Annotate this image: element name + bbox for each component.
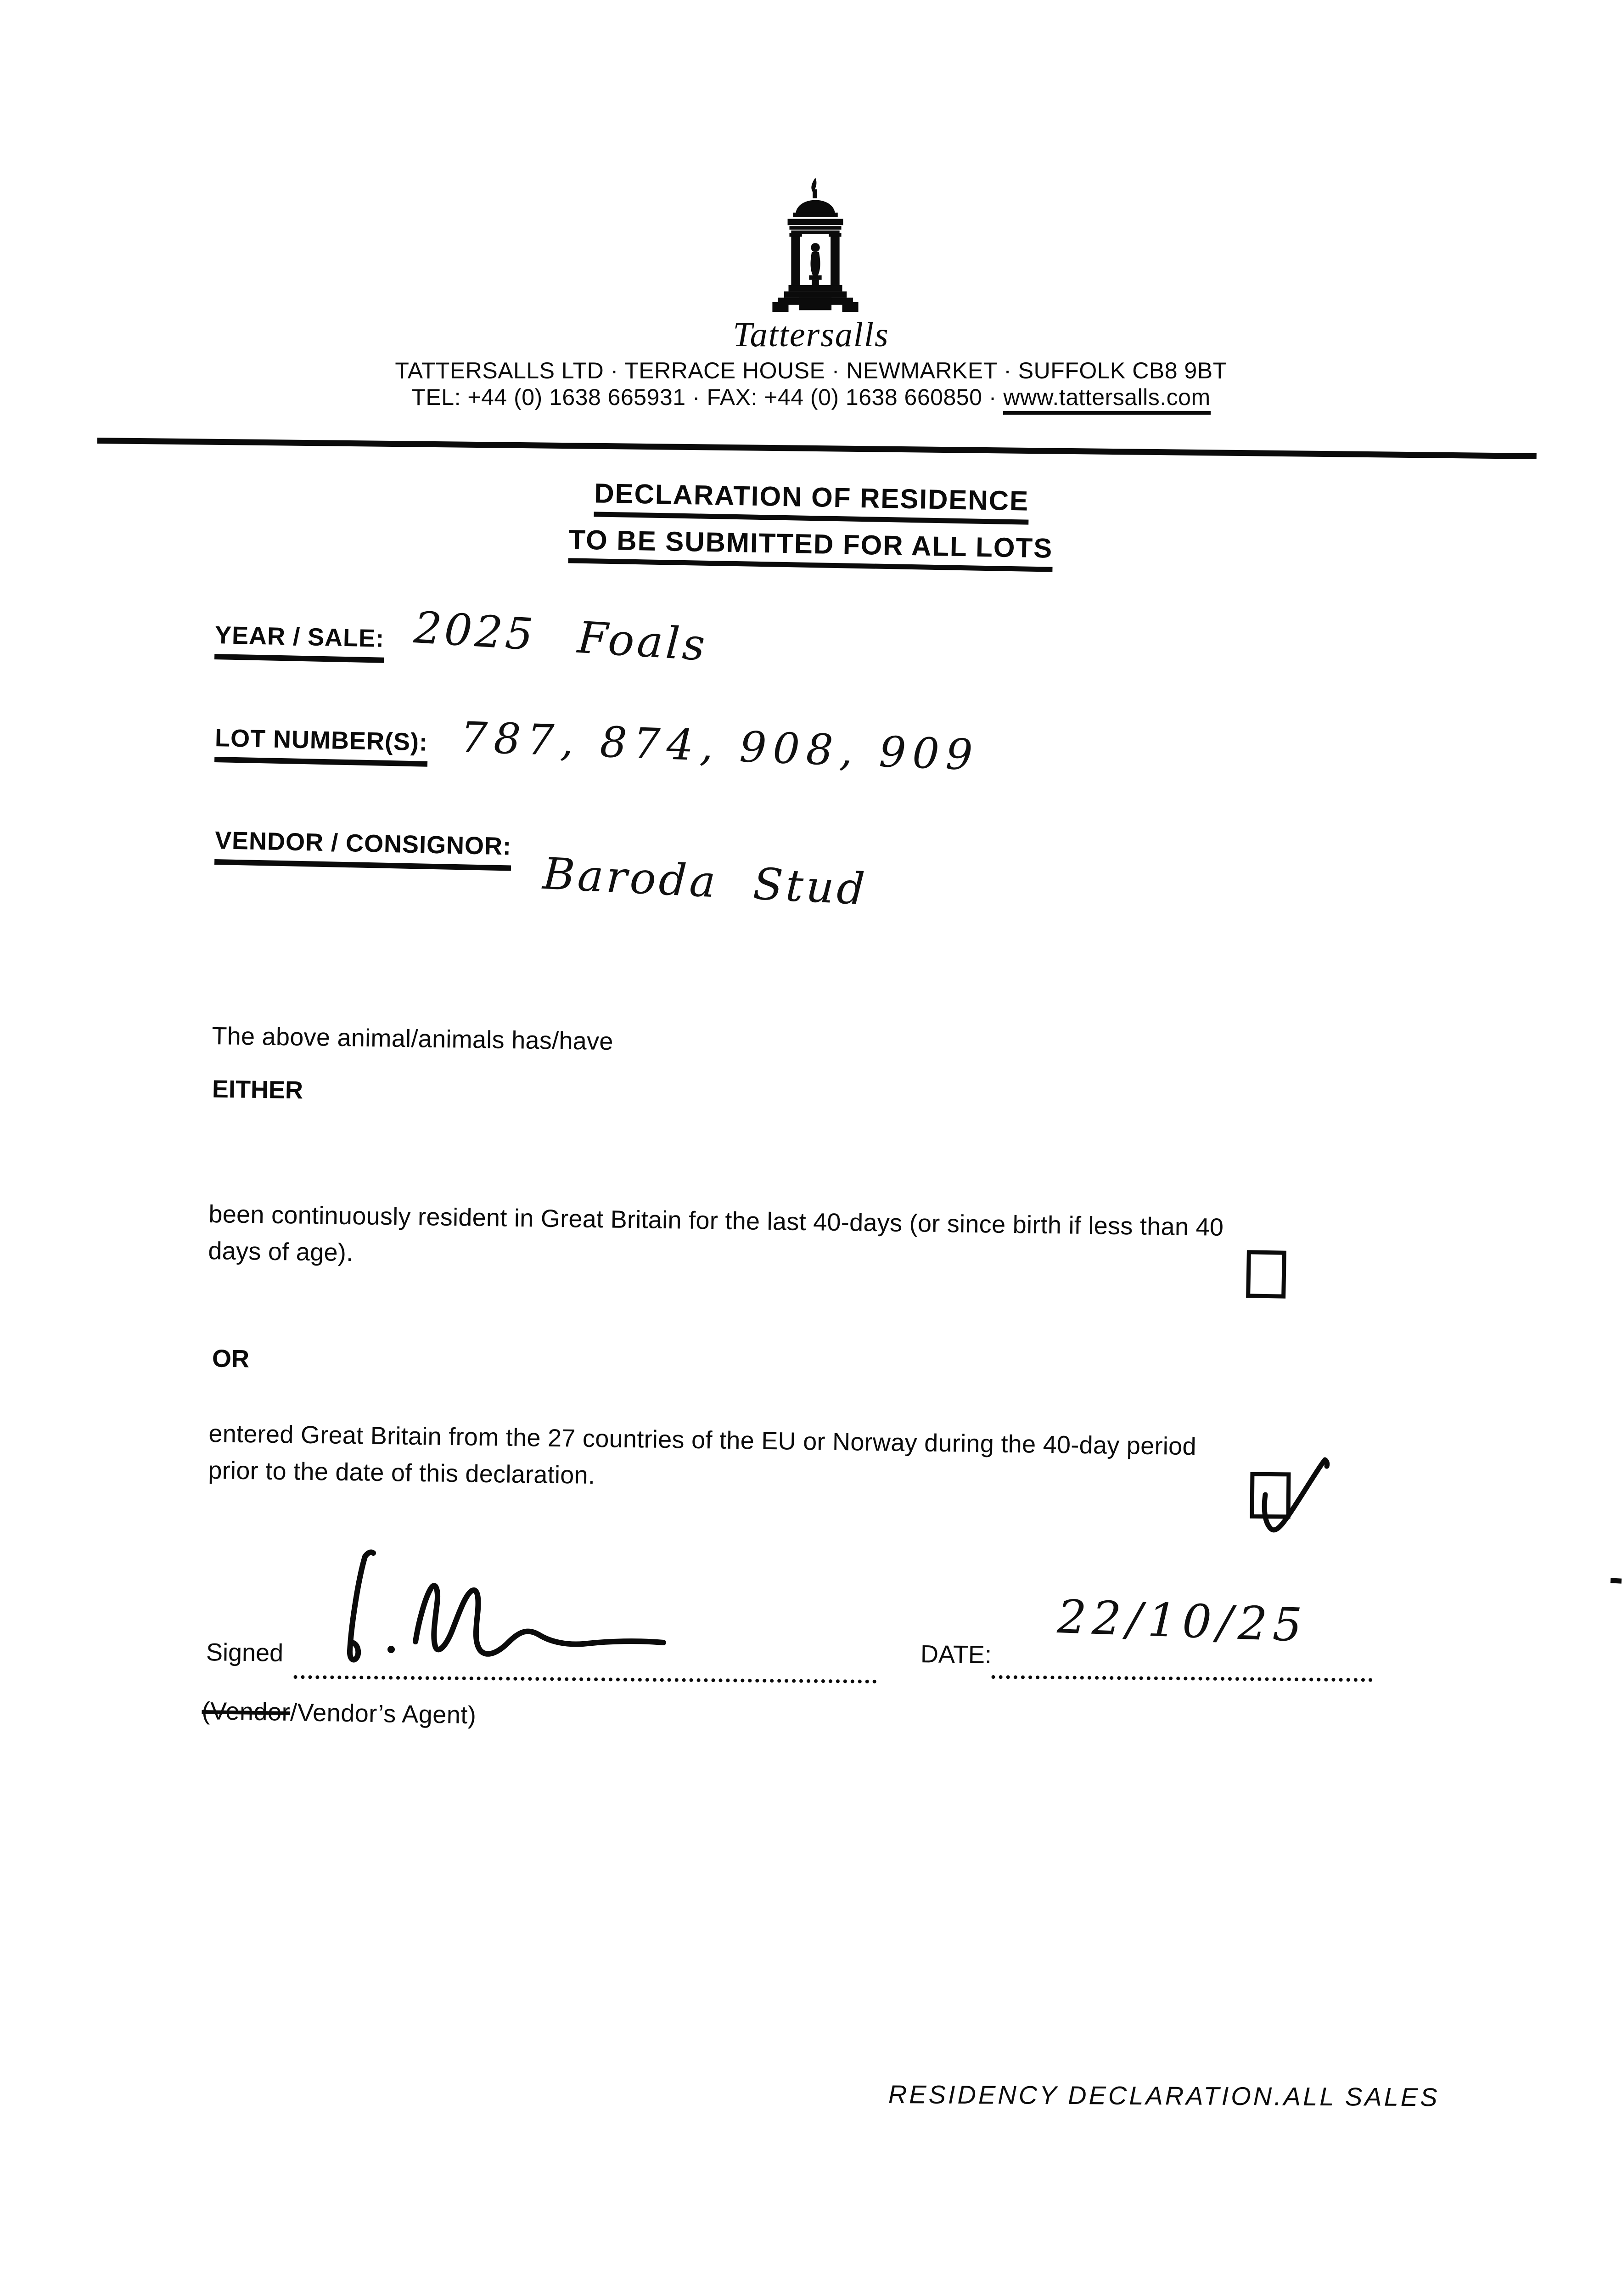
resident-checkbox[interactable]: [1246, 1250, 1286, 1298]
tattersalls-rotunda-logo-icon: [757, 176, 874, 319]
lot-numbers-label: LOT NUMBER(S):: [214, 724, 428, 767]
title-line-1: DECLARATION OF RESIDENCE: [594, 477, 1029, 524]
scan-artifact-dash: [1611, 1578, 1622, 1583]
capacity-vendor-struck-text: (Vendor: [202, 1697, 291, 1727]
signing-capacity-line: [202, 1697, 477, 1729]
year-sale-label: YEAR / SALE:: [214, 621, 385, 663]
option-resident-line2: days of age).: [208, 1237, 354, 1267]
company-address-line: TATTERSALLS LTD · TERRACE HOUSE · NEWMARKET · SUFFOLK CB8 9BT: [395, 358, 1227, 383]
contact-line: [0, 384, 1622, 411]
vendor-consignor-handwritten-value: Baroda Stud: [541, 849, 869, 915]
option-entered-line2: prior to the date of this declaration.: [208, 1456, 595, 1490]
declaration-intro-text: The above animal/animals has/have: [212, 1022, 614, 1056]
footer-document-reference: RESIDENCY DECLARATION.ALL SALES: [888, 2080, 1440, 2112]
date-handwritten-value: 22/10/25: [1056, 1590, 1308, 1652]
title-line-2: TO BE SUBMITTED FOR ALL LOTS: [568, 523, 1053, 572]
vendor-consignor-label: VENDOR / CONSIGNOR:: [214, 826, 512, 871]
entered-gb-checkbox-tick-mark: [1249, 1453, 1341, 1538]
tel-fax-text: TEL: +44 (0) 1638 665931 · FAX: +44 (0) 1638 660850 ·: [411, 384, 1004, 410]
year-sale-handwritten-value: 2025 Foals: [412, 602, 709, 671]
handwritten-signature: [312, 1548, 689, 1686]
either-label: EITHER: [212, 1075, 303, 1104]
option-entered-line1: entered Great Britain from the 27 countries of the EU or Norway during the 40-day period: [208, 1419, 1197, 1461]
header-divider-rule: [97, 438, 1537, 459]
document-title: [0, 467, 1622, 590]
website-link: www.tattersalls.com: [1003, 384, 1210, 415]
date-label: DATE:: [920, 1640, 992, 1669]
capacity-vendors-agent-text: /Vendor’s Agent): [290, 1699, 477, 1729]
option-resident-line1: been continuously resident in Great Britain for the last 40-days (or since birth if less than 40: [208, 1200, 1224, 1241]
signed-label: Signed: [206, 1638, 284, 1667]
date-dotted-line: [991, 1649, 1372, 1682]
brand-wordmark: Tattersalls: [733, 315, 889, 354]
lot-numbers-handwritten-value: 787, 874, 908, 909: [460, 713, 980, 780]
or-label: OR: [212, 1345, 250, 1373]
